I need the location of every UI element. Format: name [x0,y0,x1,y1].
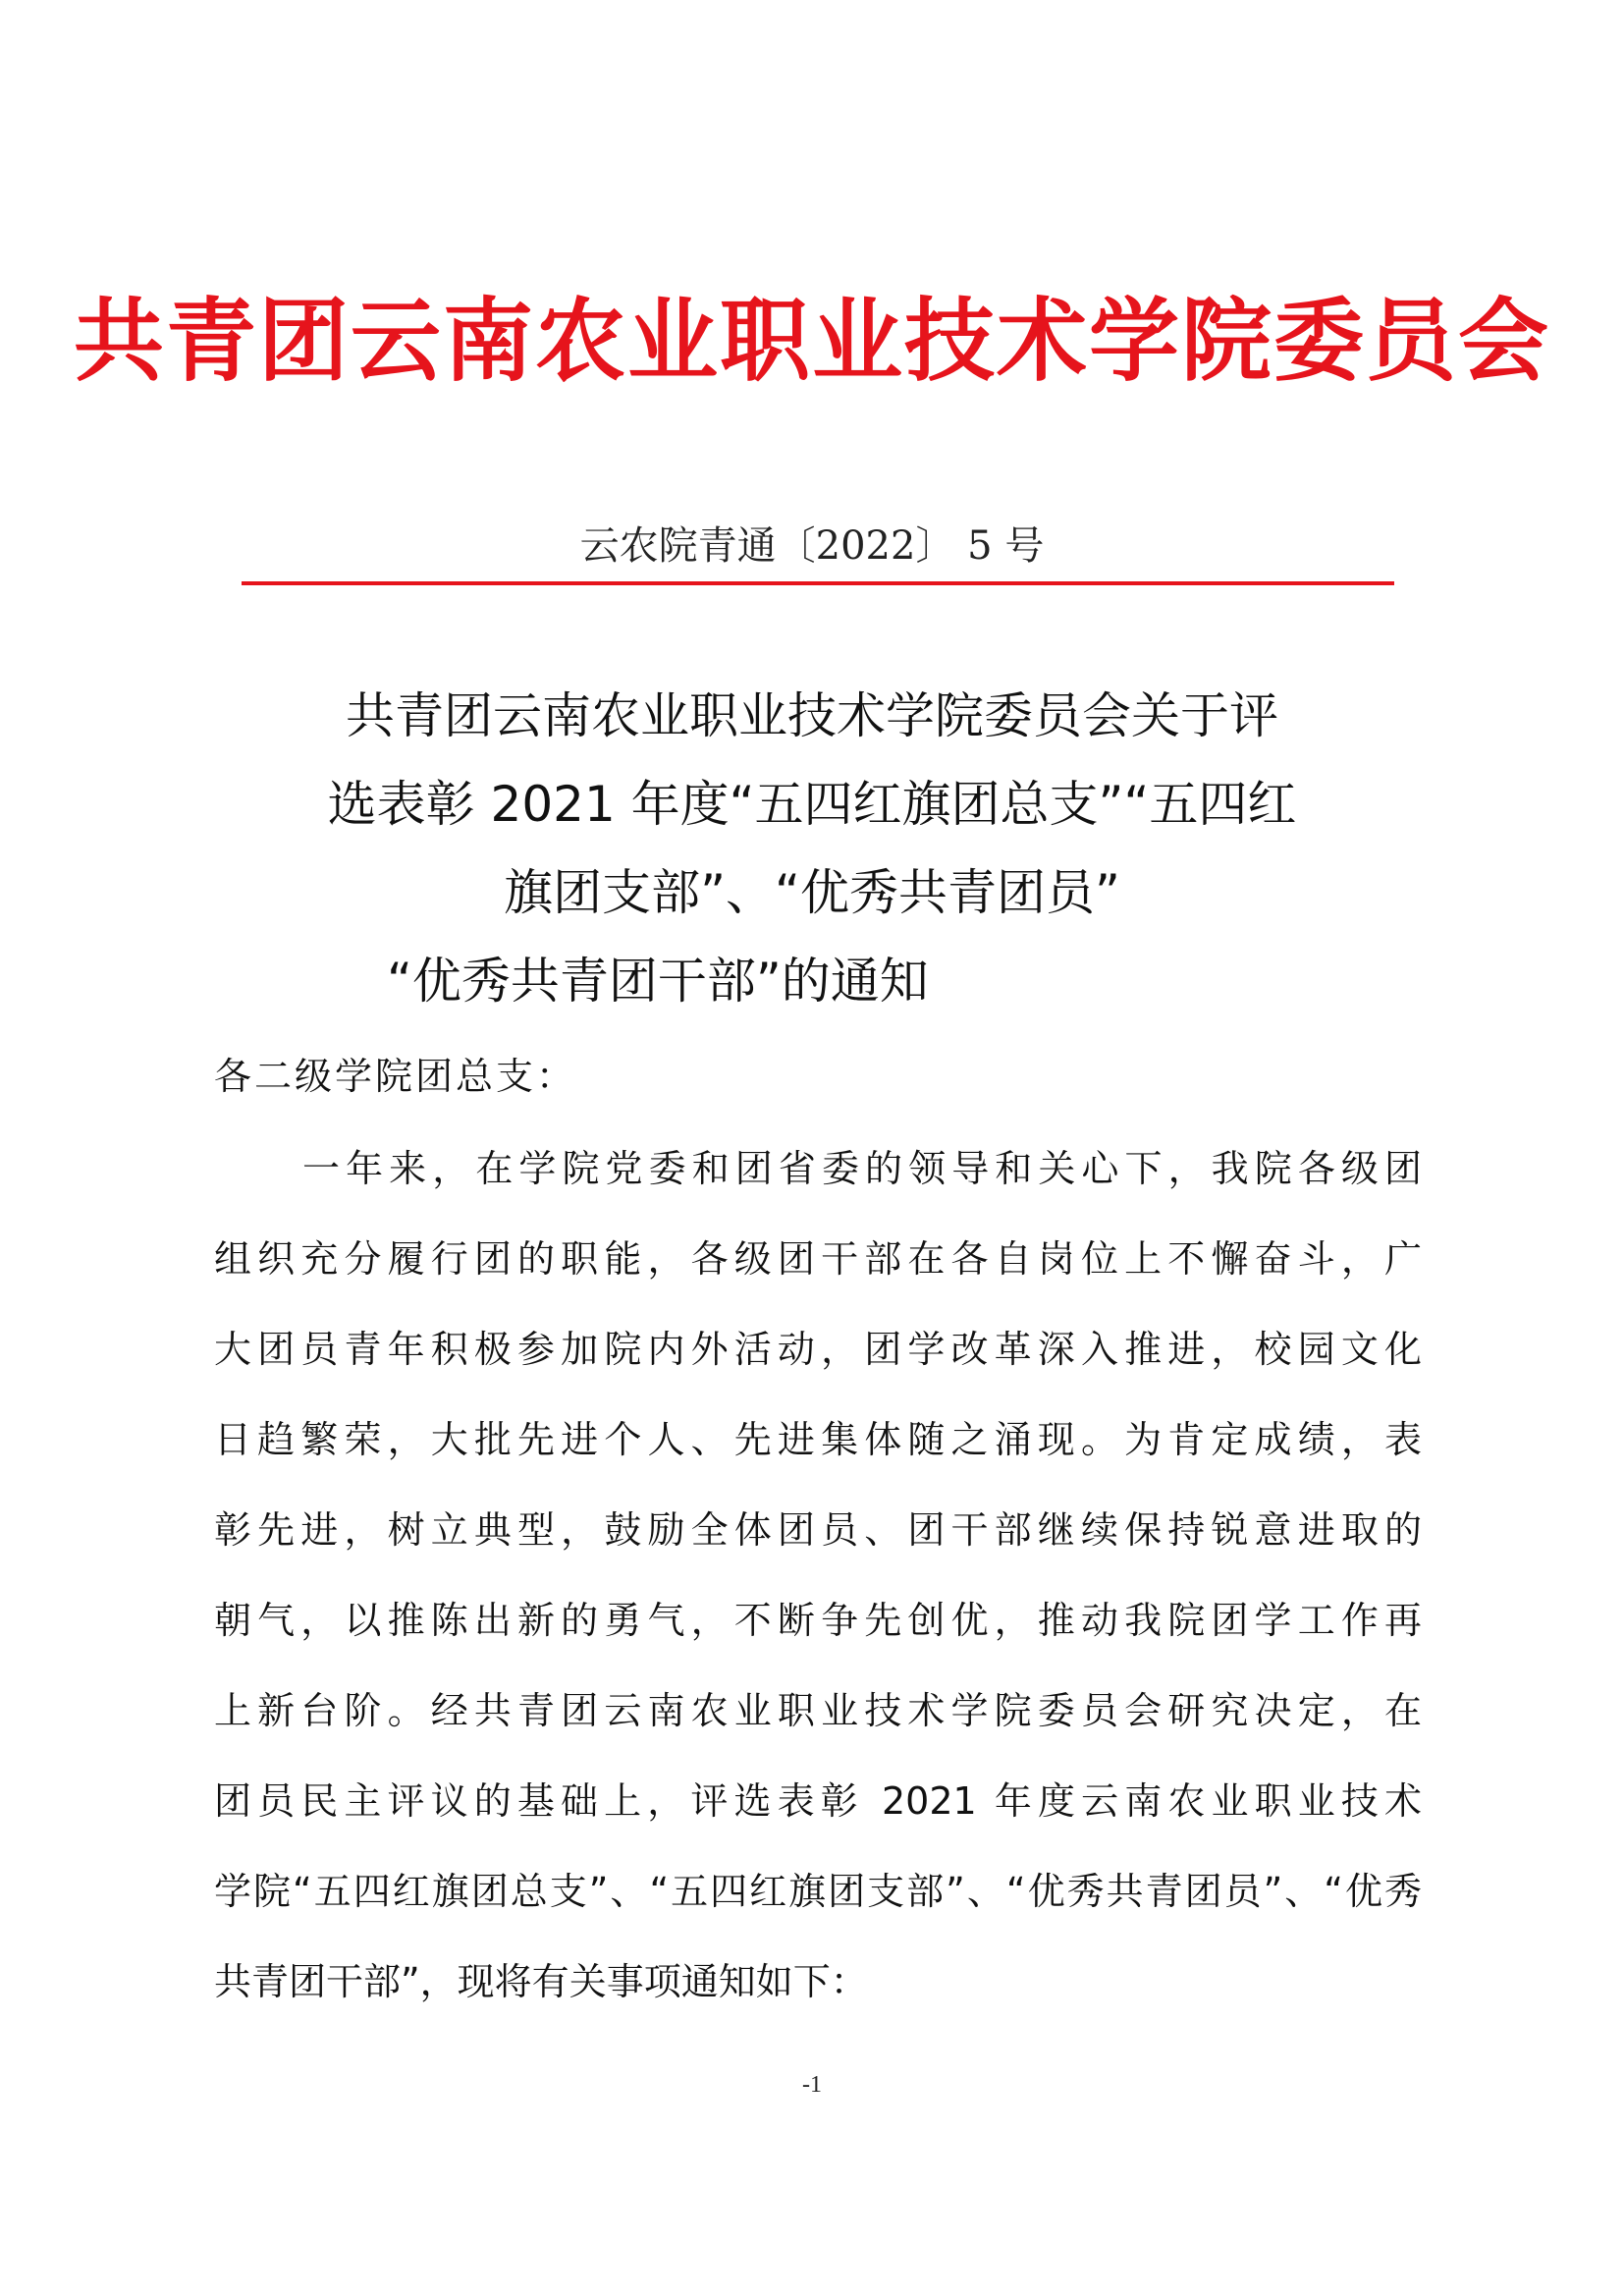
body-line: 朝气，以推陈出新的勇气，不断争先创优，推动我院团学工作再 [214,1599,1422,1642]
red-divider-line [242,581,1394,585]
organization-header: 共青团云南农业职业技术学院委员会 [73,288,1550,394]
body-line: 团员民主评议的基础上，评选表彰 2021 年度云南农业职业技术 [214,1779,1422,1823]
notice-title [196,672,1428,1025]
body-paragraph [214,1141,1422,2045]
body-line: 大团员青年积极参加院内外活动，团学改革深入推进，校园文化 [214,1328,1422,1371]
title-line: 旗团支部”、“优秀共青团员” [504,864,1120,921]
addressee-salutation: 各二级学院团总支： [214,1055,577,1098]
body-line: 组织充分履行团的职能，各级团干部在各自岗位上不懈奋斗，广 [214,1237,1422,1281]
title-line: 选表彰 2021 年度“五四红旗团总支”“五四红 [327,776,1297,833]
body-line: 上新台阶。经共青团云南农业职业技术学院委员会研究决定，在 [214,1689,1422,1732]
title-line: “优秀共青团干部”的通知 [387,953,929,1010]
body-line: 彰先进，树立典型，鼓励全体团员、团干部继续保持锐意进取的 [214,1508,1422,1552]
body-line: 一年来，在学院党委和团省委的领导和关心下，我院各级团 [302,1147,1422,1190]
body-line: 日趋繁荣，大批先进个人、先进集体随之涌现。为肯定成绩，表 [214,1418,1422,1461]
body-line: 学院“五四红旗团总支”、“五四红旗团支部”、“优秀共青团员”、“优秀 [214,1870,1422,1913]
document-number: 云农院青通〔2022〕 5 号 [579,523,1045,569]
page-number: -1 [802,2072,822,2098]
title-line: 共青团云南农业职业技术学院委员会关于评 [346,687,1278,744]
body-line: 共青团干部”，现将有关事项通知如下： [214,1960,868,2003]
